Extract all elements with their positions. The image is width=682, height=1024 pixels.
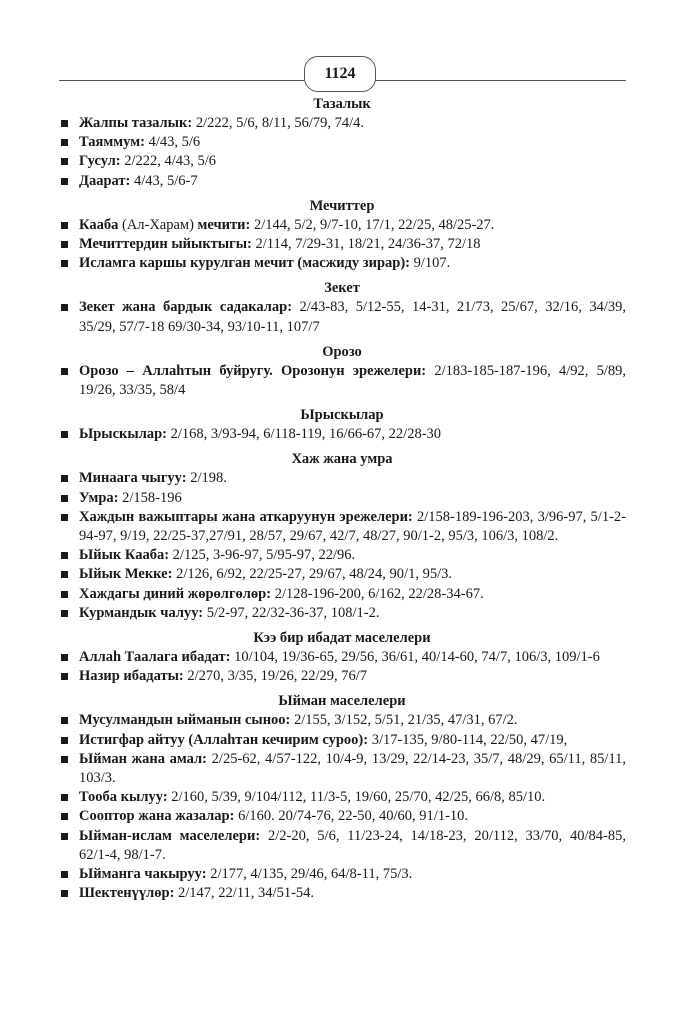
square-bullet-icon: [61, 120, 68, 127]
item-term: Хаждын важыптары жана аткаруунун эрежелери:: [79, 508, 413, 525]
item-term: Жалпы тазалык:: [79, 115, 193, 131]
item-term: Кааба: [79, 216, 119, 233]
item-term: Умра:: [79, 489, 119, 506]
section-item-list: [58, 469, 626, 623]
item-term: Истигфар айтуу (Аллаhтан кечирим суроо):: [79, 731, 369, 748]
item-references: 2/222, 5/6, 8/11, 56/79, 74/4.: [192, 115, 365, 131]
square-bullet-icon: [61, 756, 68, 763]
list-item: [58, 216, 626, 235]
square-bullet-icon: [61, 139, 68, 146]
index-content: [58, 94, 626, 904]
item-term: Ыйман-ислам маселелери:: [79, 827, 261, 844]
list-item: [58, 827, 626, 865]
square-bullet-icon: [61, 654, 68, 661]
item-references: 10/104, 19/36-65, 29/56, 36/61, 40/14-60, 74/7, 106/3, 109/1-6: [230, 649, 600, 666]
item-references: 2/128-196-200, 6/162, 22/28-34-67.: [271, 585, 484, 602]
item-references: 2/2-20, 5/6, 11/23-24, 14/18-23, 20/112, 33/70, 40/84-85, 62/1-4, 98/1-7.: [79, 827, 626, 863]
section-item-list: [58, 425, 626, 444]
square-bullet-icon: [61, 431, 68, 438]
section-title: Хаж жана умра: [291, 451, 393, 468]
square-bullet-icon: [61, 871, 68, 878]
list-item: [58, 667, 626, 686]
item-term: Зекет жана бардык садакалар:: [79, 299, 293, 316]
square-bullet-icon: [61, 717, 68, 724]
list-item: [58, 133, 626, 152]
square-bullet-icon: [61, 304, 68, 311]
section-title: Зекет: [324, 280, 360, 297]
list-item: [58, 469, 626, 488]
list-item: [58, 807, 626, 826]
square-bullet-icon: [61, 673, 68, 680]
item-term: Минаага чыгуу:: [79, 470, 187, 487]
item-references: 2/125, 3-96-97, 5/95-97, 22/96.: [169, 547, 356, 564]
list-item: [58, 865, 626, 884]
item-references: 4/43, 5/6: [144, 134, 201, 151]
list-item: [58, 425, 626, 444]
section-title: Орозо: [322, 343, 362, 360]
square-bullet-icon: [61, 890, 68, 897]
item-term: Таяммум:: [79, 134, 145, 151]
square-bullet-icon: [61, 794, 68, 801]
item-references: 2/126, 6/92, 22/25-27, 29/67, 48/24, 90/1, 95/3.: [172, 566, 452, 583]
list-item: [58, 152, 626, 171]
list-item: [58, 585, 626, 604]
section-title: Тазалык: [313, 96, 371, 112]
item-term: Ыйык Мекке:: [79, 566, 173, 583]
section-title: Ыйман маселелери: [278, 693, 406, 710]
item-references: 2/160, 5/39, 9/104/112, 11/3-5, 19/60, 25/70, 42/25, 66/8, 85/10.: [167, 789, 546, 806]
square-bullet-icon: [61, 260, 68, 267]
square-bullet-icon: [61, 495, 68, 502]
item-term: Аллаh Таалага ибадат:: [79, 649, 231, 666]
item-term: Ыйманга чакыруу:: [79, 866, 207, 883]
list-item: [58, 604, 626, 623]
item-term: Ыйман жана амал:: [79, 750, 208, 767]
item-term: Курмандык чалуу:: [79, 604, 204, 621]
list-item: [58, 489, 626, 508]
item-term: Даарат:: [79, 172, 131, 189]
list-item: [58, 172, 626, 191]
list-item: [58, 711, 626, 730]
header-rule-right: [374, 80, 626, 81]
item-term: Мусулмандын ыйманын сыноо:: [79, 712, 291, 729]
item-term: Гусул:: [79, 153, 121, 170]
page-number: 1124: [304, 56, 376, 92]
square-bullet-icon: [61, 222, 68, 229]
section-title: Мечиттер: [309, 197, 375, 214]
square-bullet-icon: [61, 552, 68, 559]
list-item: [58, 565, 626, 584]
item-references: 2/43-83, 5/12-55, 14-31, 21/73, 25/67, 32/16, 34/39, 35/29, 57/7-18 69/30-34, 93/10-11, 107/7: [79, 299, 626, 335]
square-bullet-icon: [61, 737, 68, 744]
item-references: 2/198.: [186, 470, 227, 487]
square-bullet-icon: [61, 158, 68, 165]
item-references: 2/25-62, 4/57-122, 10/4-9, 13/29, 22/14-23, 35/7, 48/29, 65/11, 85/11, 103/3.: [79, 750, 626, 787]
item-term: Тооба кылуу:: [79, 789, 168, 806]
item-references: 3/17-135, 9/80-114, 22/50, 47/19,: [368, 731, 568, 748]
section-item-list: [58, 711, 626, 903]
item-references: 2/177, 4/135, 29/46, 64/8-11, 75/3.: [206, 866, 413, 883]
item-references: 6/160. 20/74-76, 22-50, 40/60, 91/1-10.: [234, 808, 469, 825]
section-item-list: [58, 114, 626, 191]
item-references: 2/168, 3/93-94, 6/118-119, 16/66-67, 22/28-30: [167, 426, 442, 443]
item-term: Мечиттердин ыйыктыгы:: [79, 236, 252, 253]
square-bullet-icon: [61, 571, 68, 578]
header-rule-left: [59, 80, 304, 81]
item-term: Орозо – Аллаhтын буйругу. Орозонун эрежелери:: [79, 362, 427, 379]
item-references: 5/2-97, 22/32-36-37, 108/1-2.: [203, 604, 380, 621]
item-references: 4/43, 5/6-7: [130, 172, 198, 189]
item-term: Ырыскылар:: [79, 426, 168, 443]
item-references: 2/147, 22/11, 34/51-54.: [174, 885, 315, 902]
item-references: 2/158-189-196-203, 3/96-97, 5/1-2-94-97, 9/19, 22/25-37,27/91, 28/57, 29/67, 42/7, 48/27, 90/1-2, 95/3, 106/3, 108/2.: [79, 508, 626, 545]
item-references: 2/222, 4/43, 5/6: [120, 153, 217, 170]
item-references: 9/107.: [410, 255, 451, 272]
square-bullet-icon: [61, 514, 68, 521]
square-bullet-icon: [61, 368, 68, 375]
square-bullet-icon: [61, 813, 68, 820]
list-item: [58, 508, 626, 546]
list-item: [58, 235, 626, 254]
item-references: 2/183-185-187-196, 4/92, 5/89, 19/26, 33/35, 58/4: [79, 362, 626, 399]
list-item: [58, 788, 626, 807]
item-term-continued: мечити:: [197, 216, 251, 233]
list-item: [58, 750, 626, 788]
list-item: [58, 648, 626, 667]
section-item-list: [58, 362, 626, 400]
item-term: Шектенүүлөр:: [79, 885, 175, 902]
list-item: [58, 114, 626, 133]
list-item: [58, 254, 626, 273]
list-item: [58, 731, 626, 750]
section-title: Кээ бир ибадат маселелери: [253, 630, 431, 647]
item-references: 2/144, 5/2, 9/7-10, 17/1, 22/25, 48/25-27.: [250, 216, 495, 233]
list-item: [58, 362, 626, 400]
square-bullet-icon: [61, 475, 68, 482]
section-item-list: [58, 298, 626, 336]
square-bullet-icon: [61, 178, 68, 185]
square-bullet-icon: [61, 833, 68, 840]
item-term: Хаждагы диний жөрөлгөлөр:: [79, 585, 272, 602]
square-bullet-icon: [61, 241, 68, 248]
section-title: Ырыскылар: [300, 407, 384, 424]
section-item-list: [58, 216, 626, 274]
item-references: 2/155, 3/152, 5/51, 21/35, 47/31, 67/2.: [290, 712, 518, 729]
list-item: [58, 298, 626, 336]
item-term: Назир ибадаты:: [79, 668, 184, 685]
square-bullet-icon: [61, 591, 68, 598]
item-term: Ыйык Кааба:: [79, 547, 170, 564]
list-item: [58, 546, 626, 565]
section-item-list: [58, 648, 626, 686]
item-references: 2/158-196: [118, 489, 182, 506]
list-item: [58, 884, 626, 903]
item-term-parenthetical: (Ал-Харам): [118, 216, 198, 233]
item-references: 2/270, 3/35, 19/26, 22/29, 76/7: [183, 668, 368, 685]
item-references: 2/114, 7/29-31, 18/21, 24/36-37, 72/18: [251, 236, 481, 253]
square-bullet-icon: [61, 610, 68, 617]
item-term: Сооптор жана жазалар:: [79, 808, 235, 825]
item-term: Исламга каршы курулган мечит (масжиду зирар):: [79, 255, 411, 272]
